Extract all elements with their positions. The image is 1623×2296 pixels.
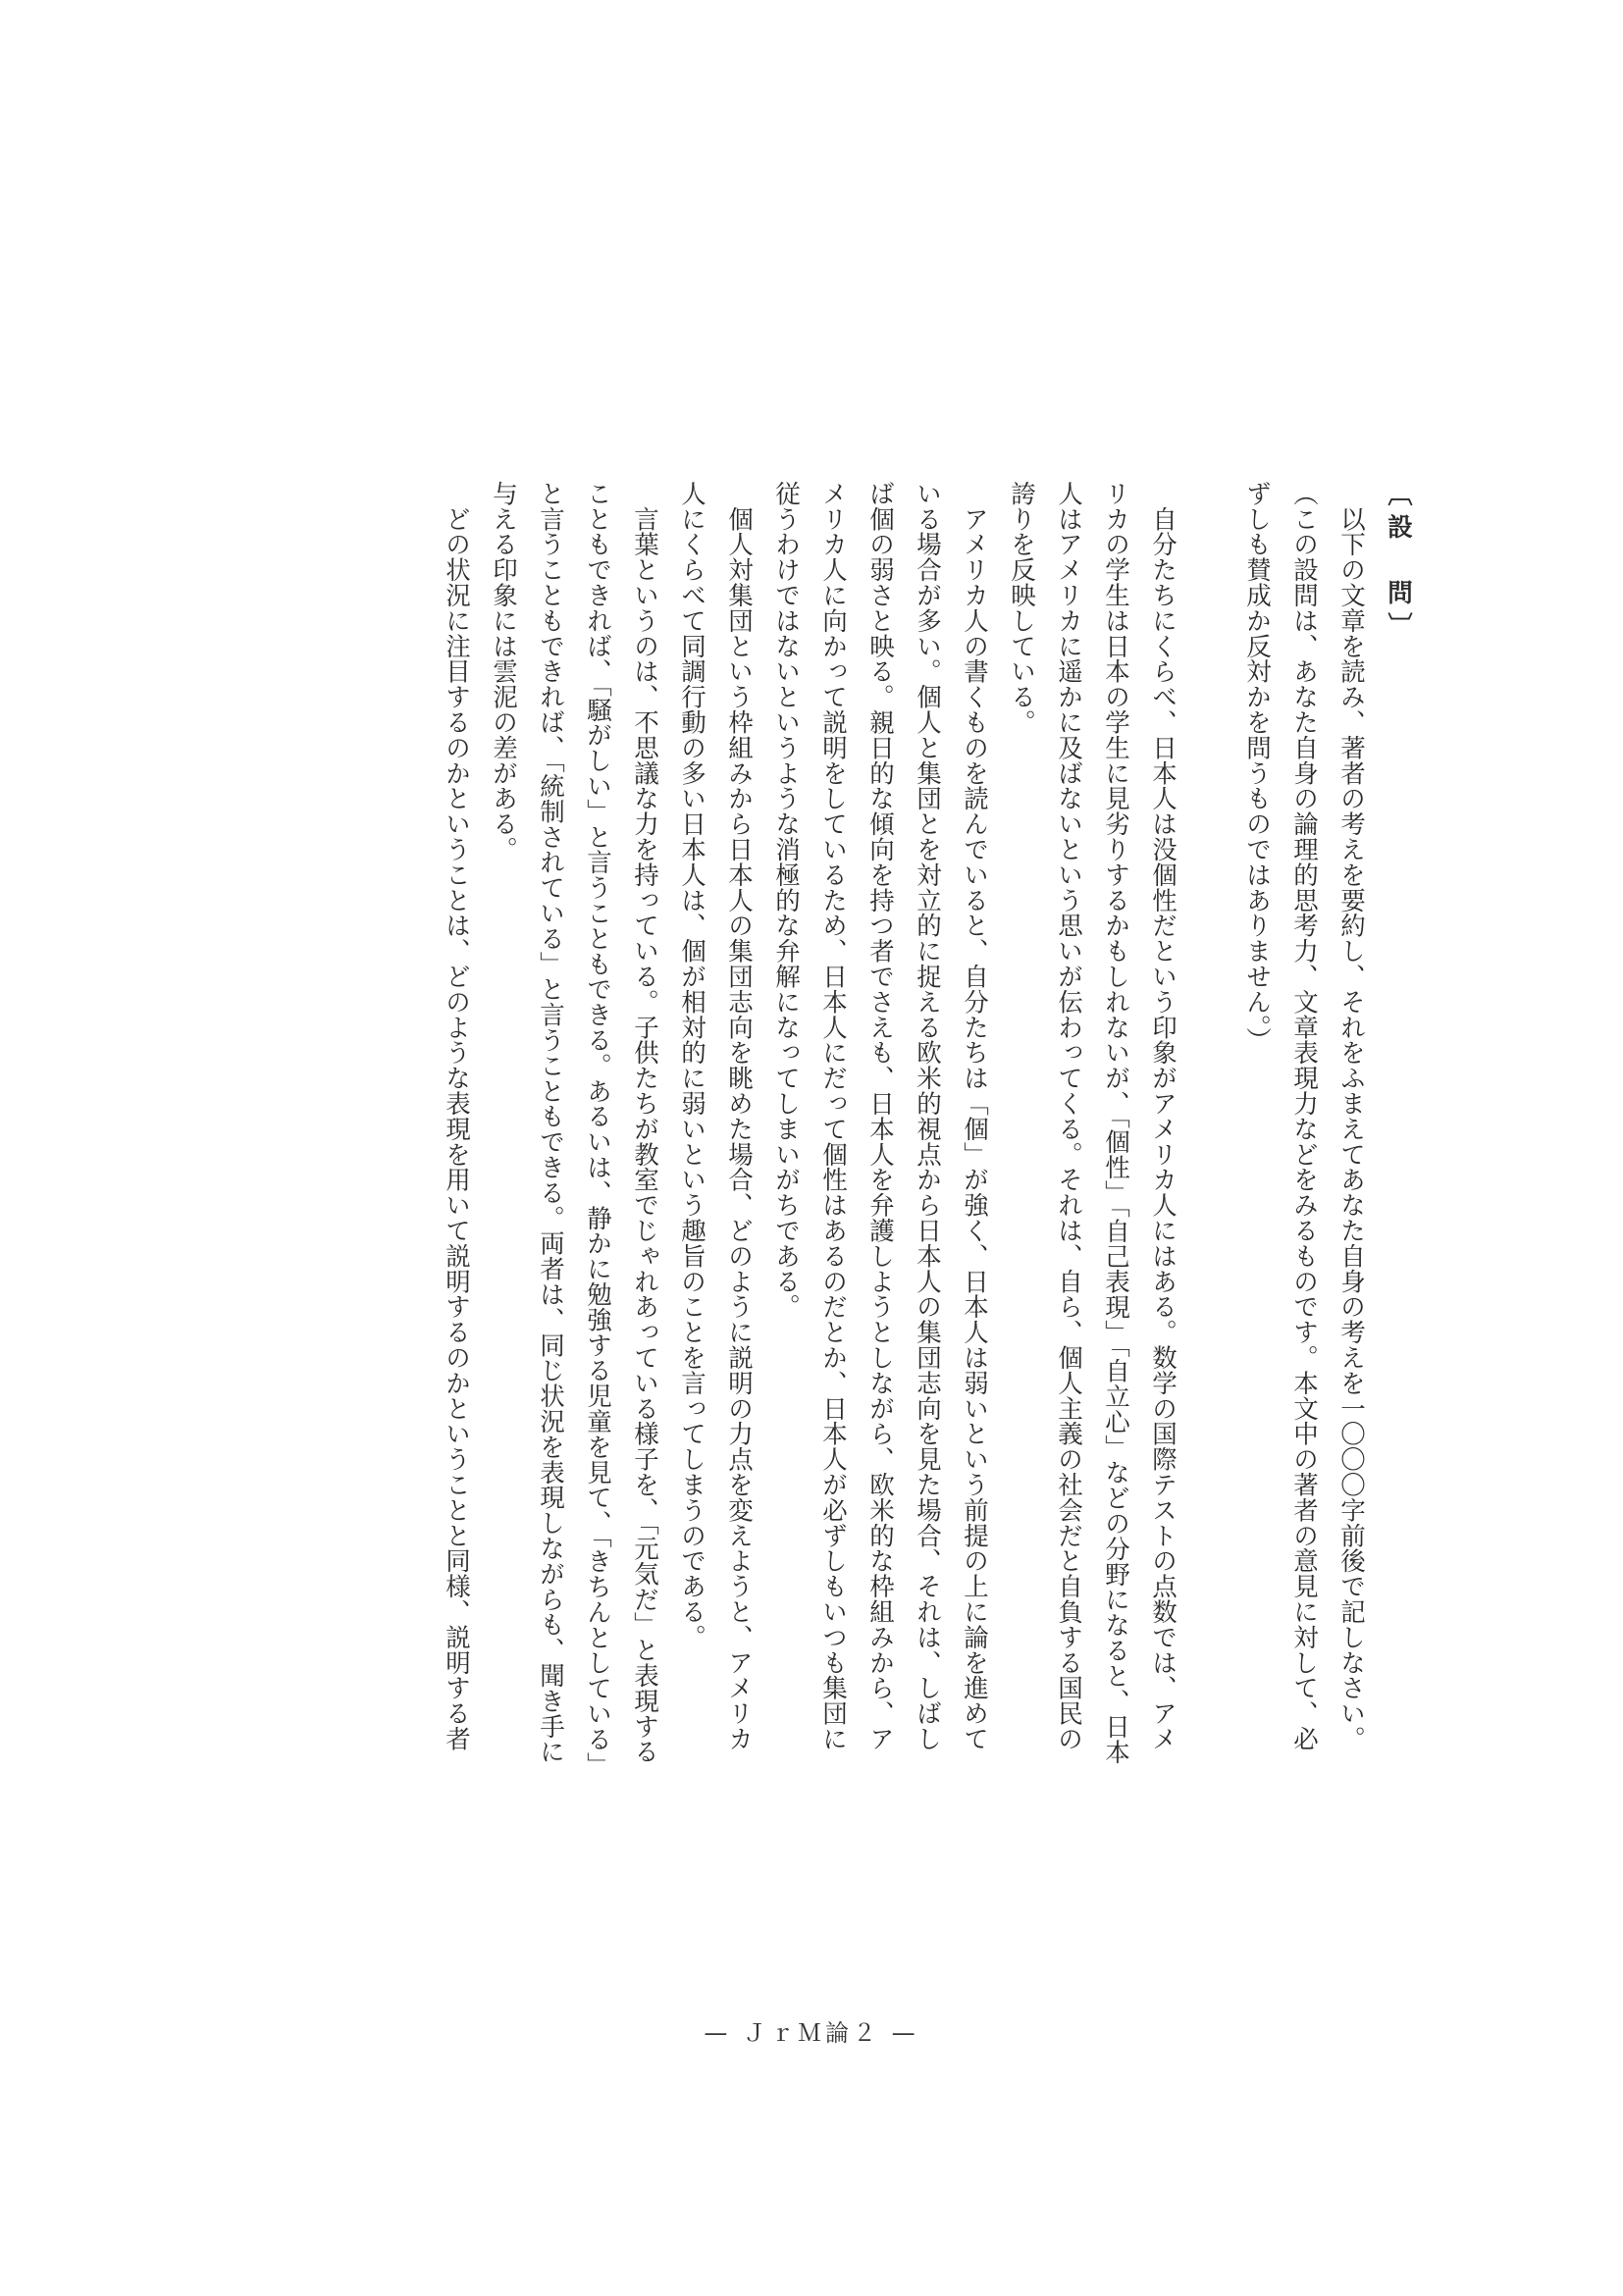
passage-line: と言うこともできれば、「統制されている」と言うこともできる。両者は、同じ状況を表現しながらも、聞き手に bbox=[536, 481, 565, 1765]
passage-line: いる場合が多い。個人と集団とを対立的に捉える欧米的視点から日本人の集団志向を見た場合、それは、しばし bbox=[913, 481, 942, 1751]
passage-line: 誇りを反映している。 bbox=[1007, 481, 1036, 735]
vertical-text-block bbox=[433, 481, 1422, 1850]
page-number-footer: — ＪｒＭ論２ — bbox=[704, 2019, 919, 2047]
passage-line: 自分たちにくらべ、日本人は没個性だという印象がアメリカ人にはある。数学の国際テストの点数では、アメ bbox=[1148, 481, 1178, 1751]
section-heading: 〔設 問〕 bbox=[1384, 481, 1413, 646]
passage-line: 人にくらべて同調行動の多い日本人は、個が相対的に弱いという趣旨のことを言ってしまうのである。 bbox=[677, 481, 707, 1650]
passage-line: 人はアメリカに遥かに及ばないという思いが伝わってくる。それは、自ら、個人主義の社会だと自負する国民の bbox=[1054, 481, 1083, 1751]
spacer bbox=[1186, 481, 1233, 1850]
instruction-line: ずしも賛成か反対かを問うものではありません。） bbox=[1242, 481, 1272, 1053]
passage-line: ば個の弱さと映る。親日的な傾向を持つ者でさえも、日本人を弁護しようとしながら、欧米的な枠組みから、ア bbox=[865, 481, 895, 1751]
passage-line: こともできれば、「騒がしい」と言うこともできる。あるいは、静かに勉強する児童を見て、「きちんとしている」 bbox=[583, 481, 612, 1778]
passage-line: リカの学生は日本の学生に見劣りするかもしれないが、「個性」「自己表現」「自立心」などの分野になると、日本 bbox=[1101, 481, 1130, 1765]
passage-line: 言葉というのは、不思議な力を持っている。子供たちが教室でじゃれあっている様子を、「元気だ」と表現する bbox=[630, 481, 659, 1765]
passage-line: 従うわけではないというような消極的な弁解になってしまいがちである。 bbox=[771, 481, 801, 1320]
passage-line: アメリカ人の書くものを読んでいると、自分たちは「個」が強く、日本人は弱いという前提の上に論を進めて bbox=[960, 481, 989, 1751]
passage-line: メリカ人に向かって説明をしているため、日本人にだって個性はあるのだとか、日本人が必ずしもいつも集団に bbox=[818, 481, 848, 1751]
passage-line: どの状況に注目するのかということは、どのような表現を用いて説明するのかということと同様、説明する者 bbox=[442, 481, 471, 1751]
passage-line: 与える印象には雲泥の差がある。 bbox=[489, 481, 518, 862]
instruction-line: 以下の文章を読み、著者の考えを要約し、それをふまえてあなた自身の考えを一〇〇〇字前後で記しなさい。 bbox=[1336, 481, 1366, 1751]
passage-line: 個人対集団という枠組みから日本人の集団志向を眺めた場合、どのように説明の力点を変えようと、アメリカ bbox=[724, 481, 754, 1751]
instruction-line: （この設問は、あなた自身の論理的思考力、文章表現力などをみるものです。本文中の著者の意見に対して、必 bbox=[1289, 481, 1319, 1751]
